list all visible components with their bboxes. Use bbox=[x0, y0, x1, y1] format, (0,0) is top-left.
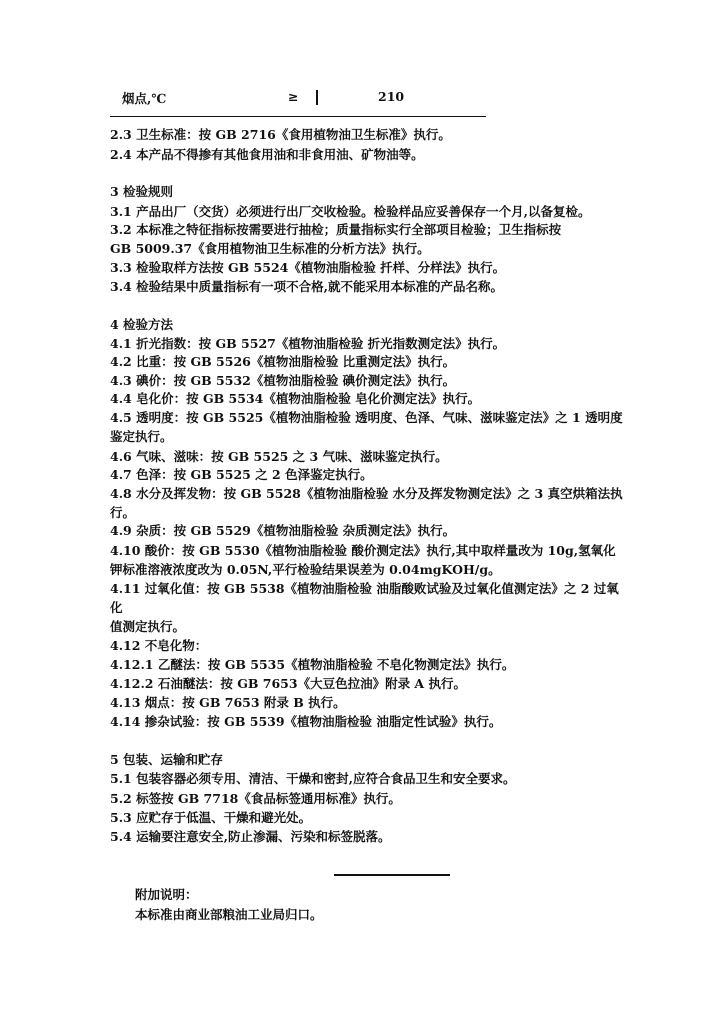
note-text: 本标准由商业部粮油工业局归口。 bbox=[135, 907, 323, 922]
table-bottom-rule bbox=[110, 116, 486, 117]
line-5-3: 5.3 应贮存于低温、干燥和避光处。 bbox=[110, 810, 312, 825]
line-4-14: 4.14 掺杂试验：按 GB 5539《植物油脂检验 油脂定性试验》执行。 bbox=[110, 714, 502, 729]
line-4-11: 4.11 过氧化值：按 GB 5538《植物油脂检验 油脂酸败试验及过氧化值测定法》之 2 过氧 bbox=[110, 581, 619, 596]
line-4-4: 4.4 皂化价：按 GB 5534《植物油脂检验 皂化价测定法》执行。 bbox=[110, 391, 481, 406]
line-4-3: 4.3 碘价：按 GB 5532《植物油脂检验 碘价测定法》执行。 bbox=[110, 373, 456, 388]
heading-section-4: 4 检验方法 bbox=[110, 317, 174, 332]
heading-section-3: 3 检验规则 bbox=[110, 184, 174, 199]
line-3-4: 3.4 检验结果中质量指标有一项不合格,就不能采用本标准的产品名称。 bbox=[110, 279, 503, 294]
line-4-5-cont: 鉴定执行。 bbox=[110, 429, 173, 444]
line-3-2: 3.2 本标准之特征指标按需要进行抽检；质量指标实行全部项目检验；卫生指标按 bbox=[110, 222, 562, 237]
line-2-4: 2.4 本产品不得掺有其他食用油和非食用油、矿物油等。 bbox=[110, 147, 424, 162]
line-4-7: 4.7 色泽：按 GB 5525 之 2 色泽鉴定执行。 bbox=[110, 467, 373, 482]
line-2-3: 2.3 卫生标准：按 GB 2716《食用植物油卫生标准》执行。 bbox=[110, 127, 451, 142]
line-5-2: 5.2 标签按 GB 7718《食品标签通用标准》执行。 bbox=[110, 791, 401, 806]
line-4-2: 4.2 比重：按 GB 5526《植物油脂检验 比重测定法》执行。 bbox=[110, 354, 456, 369]
line-4-10: 4.10 酸价：按 GB 5530《植物油脂检验 酸价测定法》执行,其中取样量改为 10g,氢氧化 bbox=[110, 543, 616, 558]
line-5-4: 5.4 运输要注意安全,防止渗漏、污染和标签脱落。 bbox=[110, 829, 391, 844]
line-4-9: 4.9 杂质：按 GB 5529《植物油脂检验 杂质测定法》执行。 bbox=[110, 523, 456, 538]
line-3-3: 3.3 检验取样方法按 GB 5524《植物油脂检验 扦样、分样法》执行。 bbox=[110, 260, 506, 275]
line-5-1: 5.1 包装容器必须专用、清洁、干燥和密封,应符合食品卫生和安全要求。 bbox=[110, 771, 516, 786]
line-4-11-cont: 化 bbox=[110, 600, 123, 615]
line-3-2-cont: GB 5009.37《食用植物油卫生标准的分析方法》执行。 bbox=[110, 241, 430, 256]
line-4-10-cont: 钾标准溶液浓度改为 0.05N,平行检验结果误差为 0.04mgKOH/g。 bbox=[110, 562, 501, 577]
line-4-8-cont: 行。 bbox=[110, 505, 136, 520]
note-heading: 附加说明： bbox=[135, 887, 198, 902]
line-3-1: 3.1 产品出厂（交货）必须进行出厂交收检验。检验样品应妥善保存一个月,以备复检。 bbox=[110, 204, 591, 219]
table-cell-name: 烟点,℃ bbox=[122, 91, 167, 106]
line-4-5: 4.5 透明度：按 GB 5525《植物油脂检验 透明度、色泽、气味、滋味鉴定法》之 1 透明度 bbox=[110, 410, 623, 425]
line-4-6: 4.6 气味、滋味：按 GB 5525 之 3 气味、滋味鉴定执行。 bbox=[110, 449, 448, 464]
line-4-11-cont2: 值测定执行。 bbox=[110, 619, 186, 634]
line-4-13: 4.13 烟点：按 GB 7653 附录 B 执行。 bbox=[110, 695, 346, 710]
line-4-1: 4.1 折光指数：按 GB 5527《植物油脂检验 折光指数测定法》执行。 bbox=[110, 336, 506, 351]
line-4-12-1: 4.12.1 乙醚法：按 GB 5535《植物油脂检验 不皂化物测定法》执行。 bbox=[110, 657, 515, 672]
table-cell-operator: ≥ bbox=[288, 89, 299, 104]
heading-section-5: 5 包装、运输和贮存 bbox=[110, 752, 224, 767]
end-divider bbox=[334, 874, 450, 876]
table-row-smoke-point bbox=[110, 89, 486, 109]
line-4-12-2: 4.12.2 石油醚法：按 GB 7653《大豆色拉油》附录 A 执行。 bbox=[110, 676, 466, 691]
table-cell-divider bbox=[316, 90, 318, 105]
line-4-12: 4.12 不皂化物： bbox=[110, 638, 208, 653]
table-cell-value: 210 bbox=[378, 89, 405, 104]
line-4-8: 4.8 水分及挥发物：按 GB 5528《植物油脂检验 水分及挥发物测定法》之 3 真空烘箱法执 bbox=[110, 486, 623, 501]
